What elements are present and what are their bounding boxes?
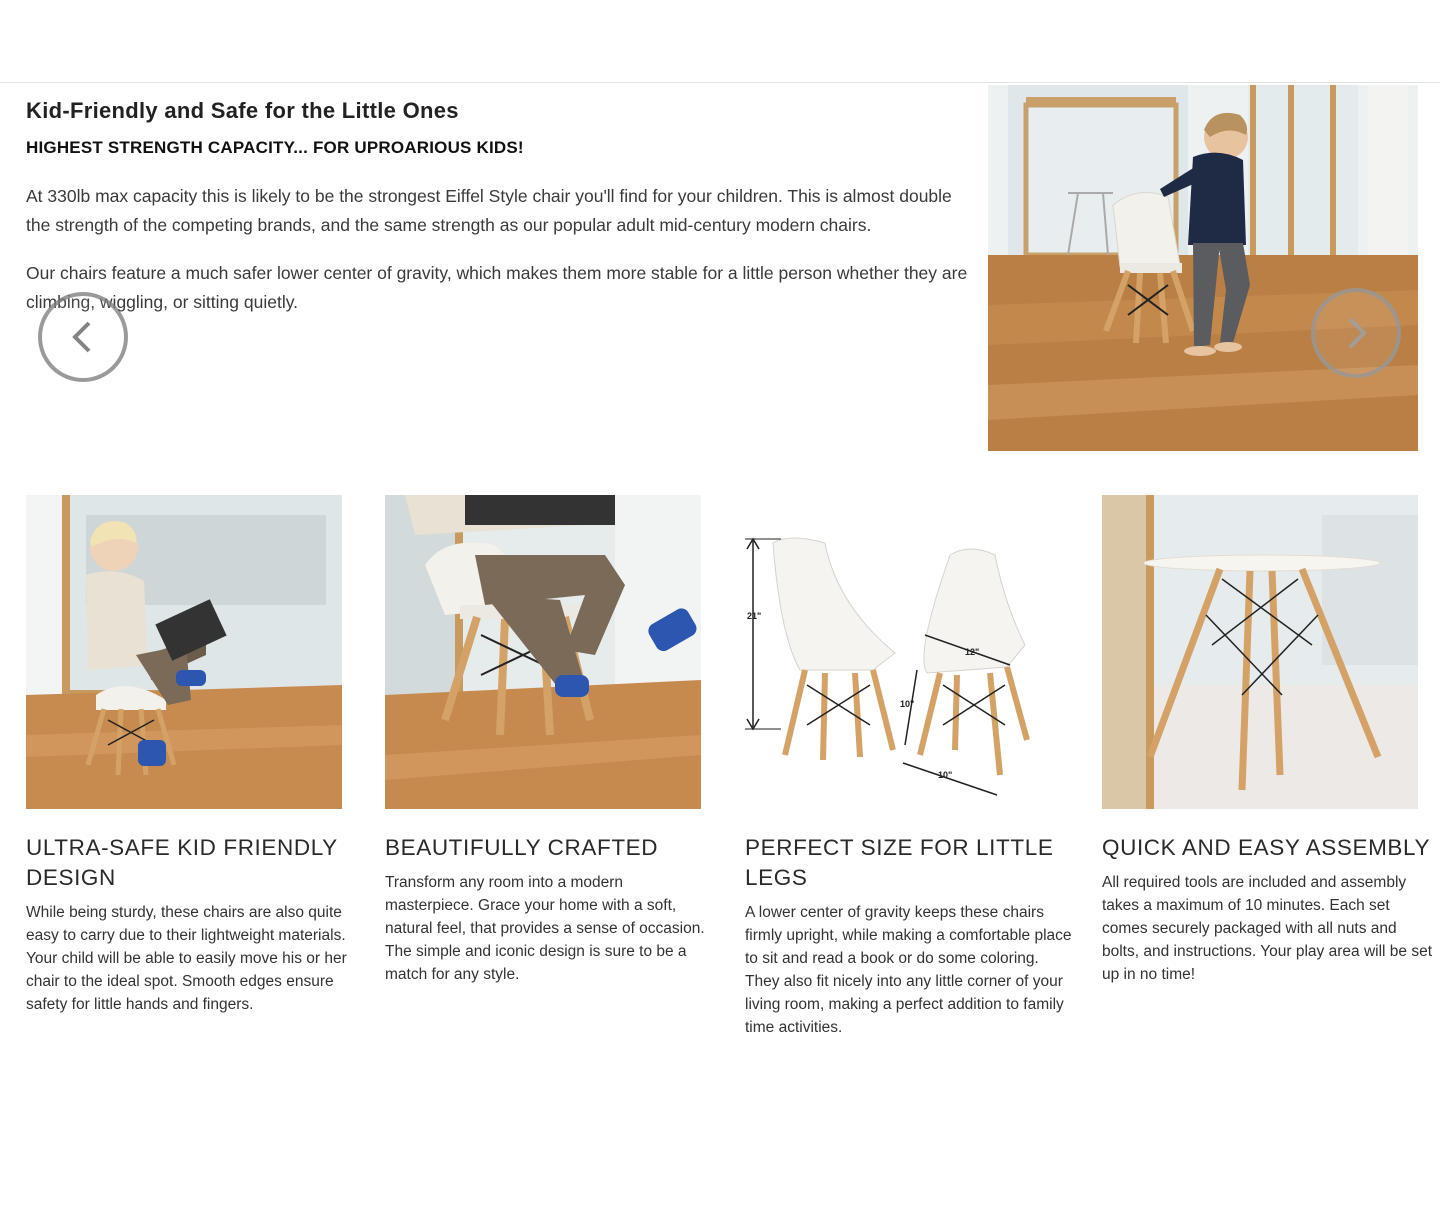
feature-card-crafted <box>385 495 715 986</box>
hero-paragraph-1: At 330lb max capacity this is likely to be the strongest Eiffel Style chair you'll find for your children. This is almost double the strength of the competing brands, and the same strength as our popular adult mid-century modern chairs. <box>26 186 952 235</box>
feature-body: A lower center of gravity keeps these chairs firmly upright, while making a comfortable place to sit and read a book or do some coloring. They also fit nicely into any little corner of your living room, making a perfect addition to family time activities. <box>745 904 1072 1036</box>
feature-title: QUICK AND EASY ASSEMBLY <box>1102 835 1431 860</box>
dimension-height-label: 21" <box>747 611 762 621</box>
feature-body: While being sturdy, these chairs are also quite easy to carry due to their lightweight materials. Your child will be able to easily move his or her chair to the ideal spot. Smooth edges ensure safety for little hands and fingers. <box>26 904 347 1013</box>
feature-image-child-reading <box>26 495 342 809</box>
hero-image-toddler-chair <box>988 85 1418 451</box>
feature-card-safe-design <box>26 495 356 1016</box>
dimension-seat-width-label: 12" <box>965 647 980 657</box>
feature-image-dimensions <box>745 495 1061 809</box>
hero-subtitle: HIGHEST STRENGTH CAPACITY... FOR UPROARIOUS KIDS! <box>26 138 524 157</box>
dimension-leg-height-label: 10" <box>900 699 915 709</box>
chevron-left-icon <box>63 317 103 357</box>
feature-card-size <box>745 495 1075 1039</box>
feature-image-legs-crossed <box>385 495 701 809</box>
hero-photo-illustration <box>988 85 1418 451</box>
round-table-illustration <box>1102 495 1418 809</box>
feature-card-assembly <box>1102 495 1432 986</box>
dimension-base-depth-label: 10" <box>938 770 953 780</box>
hero-text-block <box>26 98 971 336</box>
feature-image-table <box>1102 495 1418 809</box>
chair-dimensions-diagram <box>745 495 1061 809</box>
carousel-next-button[interactable] <box>1311 288 1401 378</box>
child-on-chair-illustration <box>26 495 342 809</box>
top-divider <box>0 82 1440 83</box>
feature-title: BEAUTIFULLY CRAFTED <box>385 835 659 860</box>
feature-title: PERFECT SIZE FOR LITTLE LEGS <box>745 835 1054 890</box>
carousel-prev-button[interactable] <box>38 292 128 382</box>
feature-body: All required tools are included and assembly takes a maximum of 10 minutes. Each set comes securely packaged with all nuts and bolts, and instructions. Your play area will be set up in no time! <box>1102 874 1432 983</box>
feature-body: Transform any room into a modern masterpiece. Grace your home with a soft, natural feel, that provides a sense of occasion. The simple and iconic design is sure to be a match for any style. <box>385 874 705 983</box>
chevron-right-icon <box>1336 313 1376 353</box>
chair-closeup-illustration <box>385 495 701 809</box>
hero-paragraph-2: Our chairs feature a much safer lower center of gravity, which makes them more stable for a little person whether they are climbing, wiggling, or sitting quietly. <box>26 263 968 312</box>
hero-title: Kid-Friendly and Safe for the Little Ones <box>26 98 459 123</box>
feature-title: ULTRA-SAFE KID FRIENDLY DESIGN <box>26 835 338 890</box>
